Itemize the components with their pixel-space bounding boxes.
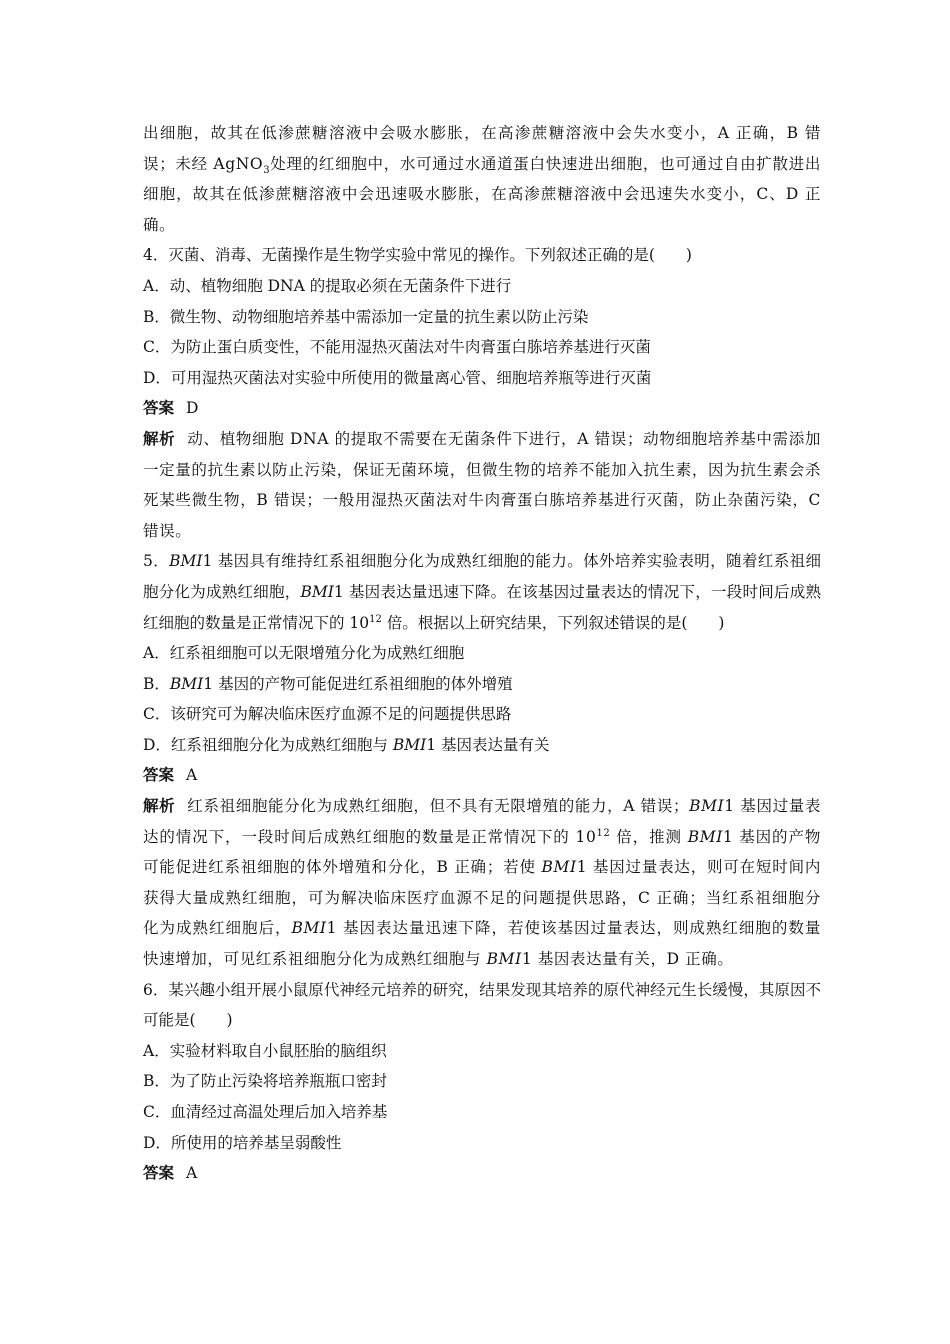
gene-number: 1 xyxy=(426,735,437,754)
answer-value: A xyxy=(186,766,198,785)
text-run: D．红系祖细胞分化为成熟红细胞与 xyxy=(143,735,393,754)
text-run: 基因表达量迅速下降。在该基因过量表达的情况下，一段时间后成熟红细胞的数量是正常情况下的 10 xyxy=(143,582,821,632)
gene-name: BMI xyxy=(541,858,577,877)
question-6-stem: 6．某兴趣小组开展小鼠原代神经元培养的研究，结果发现其培养的原代神经元生长缓慢，其原因不可能是( ) xyxy=(143,980,821,1030)
explanation-label: 解析 xyxy=(143,428,176,448)
text-run: 基因的产物可能促进红系祖细胞的体外增殖和分化，B 正确；若使 xyxy=(143,827,821,877)
gene-name: BMI xyxy=(300,582,334,601)
text-run: 基因表达量有关，D 正确。 xyxy=(532,950,734,969)
text-run: 基因过量表达，则可在短时间内获得大量成熟红细胞，可为解决临床医疗血源不足的问题提供思路，C 正确；当红系祖细胞分化为成熟红细胞后， xyxy=(143,858,821,938)
question-5-option-d xyxy=(143,730,821,761)
text-run: 出细胞，故其在低渗蔗糖溶液中会吸水膨胀，在高渗蔗糖溶液中会失水变小，A 正确，B 错误；未经 AgNO xyxy=(143,124,821,173)
answer-label: 答案 xyxy=(143,765,175,785)
question-4-answer xyxy=(143,393,821,424)
answer-value: D xyxy=(186,399,199,418)
gene-name: BMI xyxy=(689,797,725,816)
question-5-option-b xyxy=(143,669,821,700)
gene-number: 1 xyxy=(722,827,734,846)
question-6-option-b: B．为了防止污染将培养瓶瓶口密封 xyxy=(143,1072,387,1091)
gene-number: 1 xyxy=(333,582,344,601)
gene-name: BMI xyxy=(169,674,204,693)
explanation-text: 动、植物细胞 DNA 的提取不需要在无菌条件下进行，A 错误；动物细胞培养基中需添加一定量的抗生素以防止污染，保证无菌环境，但微生物的培养不能加入抗生素，因为抗生素会杀死某些微生物，B 错误；一般用湿热灭菌法对牛肉膏蛋白胨培养基进行灭菌，防止杂菌污染，C 错误。 xyxy=(143,429,821,540)
text-run: 红系祖细胞能分化为成熟红细胞，但不具有无限增殖的能力，A 错误； xyxy=(187,797,690,816)
question-6-option-c: C．血清经过高温处理后加入培养基 xyxy=(143,1103,388,1121)
answer-value: A xyxy=(186,1164,198,1183)
previous-explanation-tail xyxy=(143,118,821,240)
question-5-option-a: A．红系祖细胞可以无限增殖分化为成熟红细胞 xyxy=(143,644,465,663)
question-6-option-a: A．实验材料取自小鼠胚胎的脑组织 xyxy=(143,1041,387,1060)
text-run: 5． xyxy=(143,552,170,571)
text-run: 基因过量表达的情况下，一段时间后成熟红细胞的数量是正常情况下的 10 xyxy=(143,797,822,846)
question-5-stem xyxy=(143,546,821,638)
question-6-option-d: D．所使用的培养基呈弱酸性 xyxy=(143,1133,342,1152)
explanation-label: 解析 xyxy=(143,796,176,816)
question-5-explanation xyxy=(143,791,821,975)
answer-label: 答案 xyxy=(143,1163,175,1183)
question-6-answer xyxy=(143,1158,821,1189)
question-4-option-a: A．动、植物细胞 DNA 的提取必须在无菌条件下进行 xyxy=(143,276,512,295)
gene-name: BMI xyxy=(169,552,203,571)
gene-number: 1 xyxy=(576,858,588,877)
superscript: 12 xyxy=(596,827,611,839)
gene-name: BMI xyxy=(392,735,427,754)
gene-number: 1 xyxy=(202,552,213,571)
question-5-answer xyxy=(143,760,821,791)
text-run: 倍。根据以上研究结果，下列叙述错误的是( ) xyxy=(381,613,725,632)
text-run: 处理的红细胞中，水可通过水通道蛋白快速进出细胞，也可通过自由扩散进出细胞，故其在低渗蔗糖溶液中会迅速吸水膨胀，在高渗蔗糖溶液中会迅速失水变小，C、D 正确。 xyxy=(143,154,821,234)
text-run: 基因表达量有关 xyxy=(436,735,550,754)
gene-name: BMI xyxy=(291,919,327,938)
question-4-stem: 4．灭菌、消毒、无菌操作是生物学实验中常见的操作。下列叙述正确的是( ) xyxy=(143,246,692,265)
gene-name: BMI xyxy=(687,827,723,846)
document-content xyxy=(143,118,821,1189)
question-4-option-b: B．微生物、动物细胞培养基中需添加一定量的抗生素以防止污染 xyxy=(143,307,589,326)
question-4-option-d: D．可用湿热灭菌法对实验中所使用的微量离心管、细胞培养瓶等进行灭菌 xyxy=(143,368,652,387)
gene-number: 1 xyxy=(326,919,338,938)
text-run: 倍，推测 xyxy=(610,827,688,846)
gene-number: 1 xyxy=(724,797,735,816)
gene-name: BMI xyxy=(486,950,522,969)
question-4-explanation xyxy=(143,424,821,546)
answer-label: 答案 xyxy=(143,398,175,418)
question-4-option-c: C．为防止蛋白质变性，不能用湿热灭菌法对牛肉膏蛋白胨培养基进行灭菌 xyxy=(143,338,651,357)
text-run: B． xyxy=(143,674,170,693)
text-run: 基因表达量迅速下降，若使该基因过量表达，则成熟红细胞的数量快速增加，可见红系祖细胞分化为成熟红细胞与 xyxy=(143,919,822,969)
gene-number: 1 xyxy=(521,950,533,969)
text-run: 基因具有维持红系祖细胞分化为成熟红细胞的能力。体外培养实验表明，随着红系祖细胞分化为成熟红细胞， xyxy=(143,552,821,601)
subscript: 3 xyxy=(263,164,271,176)
question-5-option-c: C．该研究可为解决临床医疗血源不足的问题提供思路 xyxy=(143,705,512,724)
gene-number: 1 xyxy=(203,674,214,693)
text-run: 基因的产物可能促进红系祖细胞的体外增殖 xyxy=(213,674,513,693)
superscript: 12 xyxy=(369,613,382,625)
